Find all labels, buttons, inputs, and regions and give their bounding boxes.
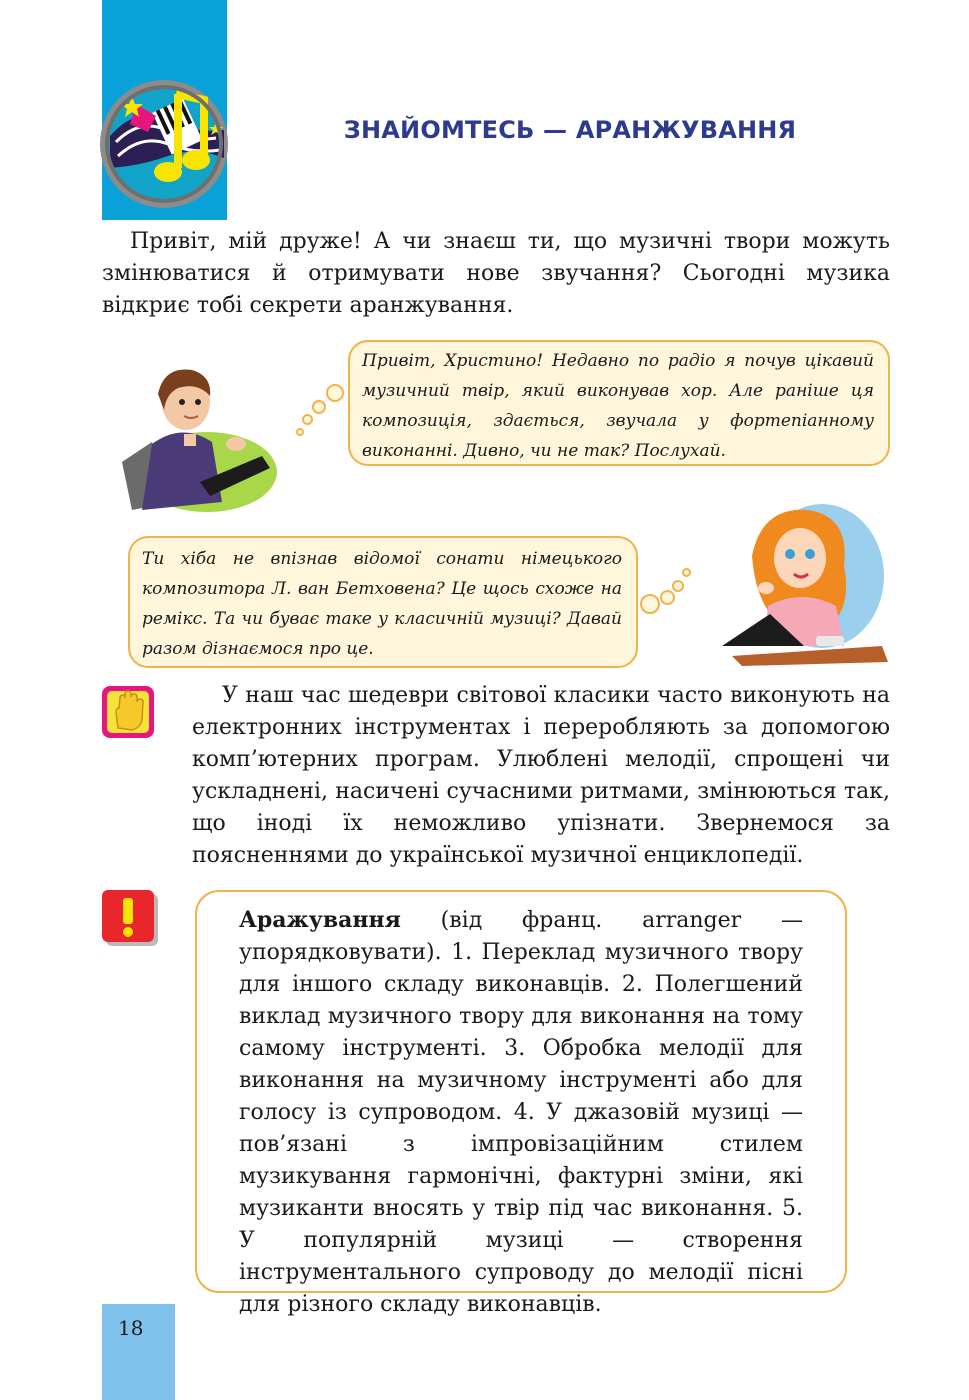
boy-speech-bubble: Привіт, Христино! Недавно по радіо я почув цікавий музичний твір, який виконував хор. Але раніше ця композиція, здається, звучала у фортепіанному виконанні. Дивно, чи не так? Послухай. — [348, 340, 890, 466]
hand-stop-icon — [100, 684, 156, 740]
girl-speech-bubble: Ти хіба не впізнав відомої сонати німецького композитора Л. ван Бетховена? Це щось схоже на ремікс. Та чи буває таке у класичній музиці? Давай разом дізнаємося про це. — [128, 536, 638, 668]
thought-dot — [640, 594, 660, 614]
definition-body: (від франц. arranger — упорядковувати). 1. Переклад музичного твору для іншого складу виконавців. 2. Полегшений виклад музичного твору для виконання на тому самому інструменті. 3. Обробка мелодії для виконання на музичному інструменті або для голосу із супроводом. 4. У джазовій музиці — пов’язані з імпровізаційним стилем музикування гармонічні, фактурні зміни, які музиканти вносять у твір під час виконання. 5. У популярній музиці — створення інструментального супроводу до мелодії пісні для різного складу виконавців. — [239, 908, 803, 1317]
thought-dot — [660, 590, 675, 605]
thought-dot — [326, 384, 344, 402]
intro-paragraph: Привіт, мій друже! А чи знаєш ти, що музичні твори можуть змінюватися й отримувати нове звучання? Сьогодні музика відкриє тобі секрети аранжування. — [102, 229, 890, 318]
thought-dot — [296, 428, 304, 436]
music-note-emblem-icon — [96, 76, 232, 212]
thought-dot — [302, 414, 313, 425]
exclamation-icon — [102, 890, 158, 946]
page-title: ЗНАЙОМТЕСЬ — АРАНЖУВАННЯ — [343, 116, 797, 144]
thought-dot — [682, 568, 691, 577]
page-number: 18 — [118, 1316, 144, 1340]
boy-illustration — [112, 352, 277, 512]
definition-text — [239, 904, 803, 1321]
definition-box — [195, 890, 847, 1317]
body-paragraph: У наш час шедеври світової класики часто виконують на електронних інструментах і переробляють за допомогою комп’ютерних програм. Улюблені мелодії, спрощені чи ускладнені, насичені сучасними ритмами, змінюються так, що іноді їх неможливо упізнати. Звернемося за поясненнями до української музичної енциклопедії. — [192, 683, 890, 868]
girl-illustration — [712, 496, 892, 666]
thought-dot — [672, 580, 684, 592]
definition-term: Аражування — [239, 907, 401, 933]
thought-dot — [312, 400, 326, 414]
